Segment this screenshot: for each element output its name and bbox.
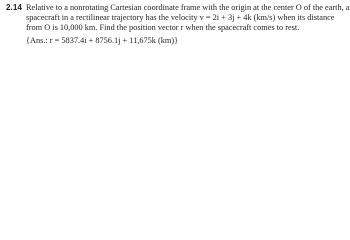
problem-line-1 bbox=[6, 3, 350, 13]
problem-text-line-3: from O is 10,000 km. Find the position vector r when the spacecraft comes to rest. bbox=[26, 23, 300, 33]
problem-2-14 bbox=[6, 3, 350, 46]
problem-number: 2.14 bbox=[6, 3, 22, 12]
problem-text-line-2: spacecraft in a rectilinear trajectory has the velocity v = 2i + 3j + 4k (km/s) when its distance bbox=[26, 13, 335, 23]
answer-text: {Ans.: r = 5837.4i + 8756.1j + 11,675k (km)} bbox=[26, 35, 179, 45]
problem-text-line-1: Relative to a nonrotating Cartesian coordinate frame with the origin at the center O of the earth, a bbox=[26, 3, 350, 12]
